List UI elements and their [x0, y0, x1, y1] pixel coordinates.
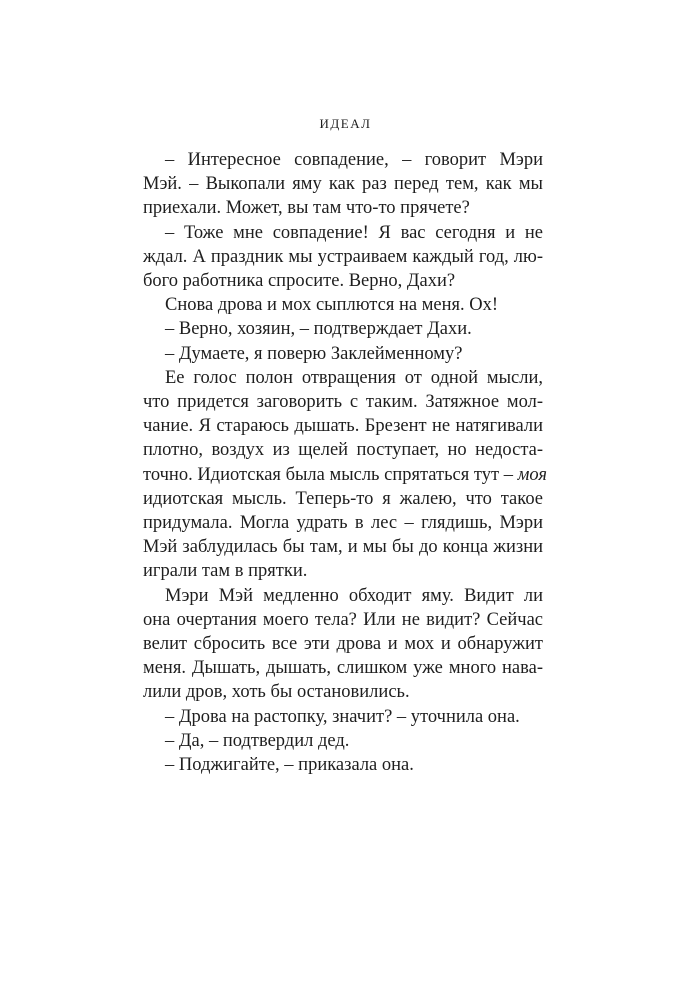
text-line	[143, 390, 543, 414]
text-line	[143, 221, 543, 245]
text-line	[143, 438, 543, 462]
text-line	[143, 753, 543, 777]
text-line-content: бого работника спросите. Верно, Дахи?	[143, 271, 456, 291]
text-line-content: – Тоже мне совпадение! Я вас сегодня и не	[165, 222, 543, 243]
text-line	[143, 293, 543, 317]
text-line-content: ждал. А праздник мы устраиваем каждый год, лю-	[143, 246, 543, 267]
text-line	[143, 414, 543, 438]
text-line-content: – Верно, хозяин, – подтверждает Дахи.	[165, 319, 472, 340]
text-line	[143, 656, 543, 680]
text-line-content: точно. Идиотская была мысль спрятаться тут –	[143, 464, 513, 485]
text-line	[143, 584, 543, 608]
text-line-content: Мэй заблудилась бы там, и мы бы до конца жизни	[143, 537, 543, 558]
text-line-content: плотно, воздух из щелей поступает, но недоста-	[143, 440, 543, 461]
text-line	[143, 511, 543, 535]
text-line	[143, 245, 543, 269]
text-line	[143, 366, 543, 390]
text-line-content: меня. Дышать, дышать, слишком уже много нава-	[143, 658, 543, 679]
text-line	[143, 196, 543, 220]
text-line-content: чание. Я стараюсь дышать. Брезент не натягивали	[143, 416, 543, 437]
text-line-content: – Дрова на растопку, значит? – уточнила она.	[165, 706, 520, 727]
text-line-content: она очертания моего тела? Или не видит? Сейчас	[143, 609, 543, 630]
text-line-content: приехали. Может, вы там что-то прячете?	[143, 198, 470, 219]
text-line	[143, 729, 543, 753]
text-line	[143, 680, 543, 704]
text-line	[143, 342, 543, 366]
text-line	[143, 148, 543, 172]
text-line	[143, 269, 543, 293]
text-line-content: лили дров, хоть бы остановились.	[143, 682, 410, 703]
text-line	[143, 172, 543, 196]
text-line	[143, 632, 543, 656]
text-line-content: играли там в прятки.	[143, 561, 308, 582]
text-line	[143, 463, 548, 487]
text-line-content: Ее голос полон отвращения от одной мысли,	[165, 367, 543, 388]
text-line-content: что придется заговорить с таким. Затяжное мол-	[143, 392, 543, 412]
text-line	[143, 317, 543, 341]
text-line	[143, 487, 543, 511]
text-line-content: – Да, – подтвердил дед.	[165, 730, 350, 751]
running-head: ИДЕАЛ	[319, 116, 372, 131]
text-line-content: придумала. Могла удрать в лес – глядишь, Мэри	[143, 513, 543, 533]
text-line-content: Мэри Мэй медленно обходит яму. Видит ли	[165, 585, 543, 606]
text-line	[143, 608, 543, 632]
text-line-content: – Думаете, я поверю Заклейменному?	[165, 343, 463, 364]
text-line	[143, 705, 543, 729]
text-line	[143, 535, 543, 559]
italic-word: моя	[517, 464, 548, 485]
text-line-content: Снова дрова и мох сыплются на меня. Ох!	[165, 295, 499, 316]
text-line-content: – Поджигайте, – приказала она.	[165, 755, 414, 775]
text-line-content: идиотская мысль. Теперь-то я жалею, что такое	[143, 488, 543, 509]
text-line-content: велит сбросить все эти дрова и мох и обнаружит	[143, 634, 543, 654]
text-line-content: Мэй. – Выкопали яму как раз перед тем, как мы	[143, 174, 543, 195]
text-line-content: – Интересное совпадение, – говорит Мэри	[165, 150, 543, 170]
text-line	[143, 559, 543, 583]
